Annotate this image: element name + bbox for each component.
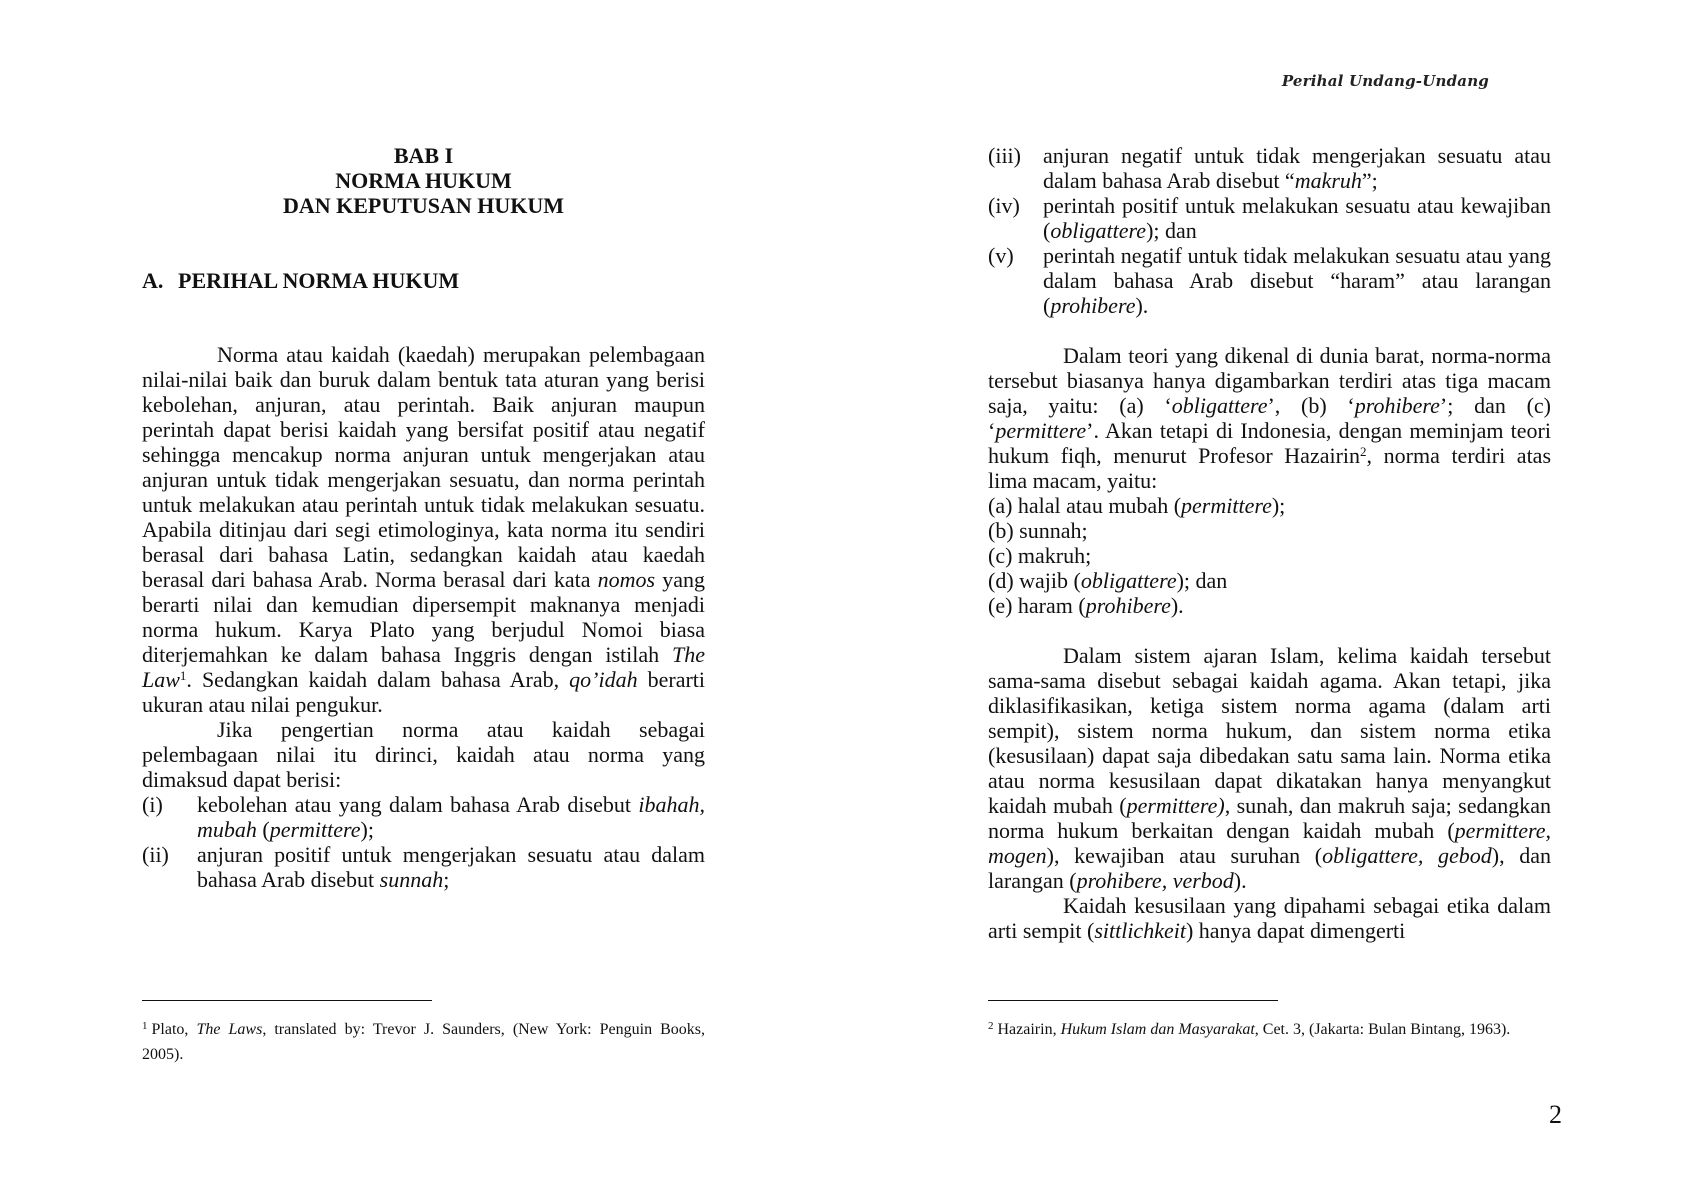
list-text: perintah negatif untuk tidak melakukan sesuatu atau yang dalam bahasa Arab disebut “haram” atau larangan (prohibere). (1043, 243, 1551, 318)
list-item: (b) sunnah; (988, 518, 1088, 543)
page-number: 2 (1549, 1100, 1562, 1129)
chapter-number: BAB I (393, 143, 454, 168)
right-body-text (988, 143, 1551, 943)
norm-content-list (142, 792, 705, 892)
list-item (142, 842, 705, 892)
footnote-reference: 1 (179, 668, 187, 683)
list-marker: (iii) (988, 143, 1021, 168)
list-text: anjuran negatif untuk tidak mengerjakan sesuatu atau dalam bahasa Arab disebut “makruh”; (1043, 143, 1551, 193)
list-item: (c) makruh; (988, 543, 1092, 568)
footnote-reference: 2 (1360, 444, 1367, 459)
list-item (988, 143, 1551, 193)
footnote: $^2$ Hazairin, Hukum Islam dan Masyarakat, Cet. 3, (Jakarta: Bulan Bintang, 1963). (988, 1020, 1511, 1038)
section-title: PERIHAL NORMA HUKUM (178, 268, 460, 293)
list-item: (d) wajib (obligattere); dan (988, 568, 1228, 593)
list-item (988, 243, 1551, 318)
left-body-text (142, 342, 705, 892)
footnote-divider (142, 1000, 432, 1001)
norm-types-list (988, 493, 1551, 618)
list-marker: (v) (988, 243, 1014, 268)
paragraph: Norma atau kaidah (kaedah) merupakan pelembagaan nilai-nilai baik dan buruk dalam bentuk tata aturan yang berisi kebolehan, anjuran, atau perintah. Baik anjuran maupun perintah dapat berisi kaidah yang bersifat positif atau negatif sehingga mencakup norma anjuran untuk mengerjakan atau anjuran untuk tidak mengerjakan sesuatu, dan norma perintah untuk melakukan atau perintah untuk tidak melakukan sesuatu. Apabila ditinjau dari segi etimologinya, kata norma itu sendiri berasal dari bahasa Latin, sedangkan kaidah atau kaedah berasal dari bahasa Arab. Norma berasal dari kata nomos yang berarti nilai dan kemudian dipersempit maknanya menjadi norma hukum. Karya Plato yang berjudul Nomoi biasa diterjemahkan ke dalam bahasa Inggris dengan istilah The Law$^1$. Sedangkan kaidah dalam bahasa Arab, qo’idah berarti ukuran atau nilai pengukur. (142, 342, 706, 717)
paragraph: Dalam teori yang dikenal di dunia barat, norma-norma tersebut biasanya hanya digambarkan terdiri atas tiga macam saja, yaitu: (a) ‘obligattere’, (b) ‘prohibere’; dan (c) ‘permittere’. Akan tetapi di Indonesia, dengan meminjam teori hukum fiqh, menurut Profesor Hazairin$^2$, norma terdiri atas lima macam, yaitu: (988, 343, 1552, 493)
section-number: A. (142, 268, 164, 293)
paragraph: Jika pengertian norma atau kaidah sebagai pelembagaan nilai itu dirinci, kaidah atau norma yang dimaksud dapat berisi: (142, 717, 705, 792)
list-marker: (i) (142, 792, 163, 817)
chapter-title-line-2: DAN KEPUTUSAN HUKUM (282, 193, 565, 218)
list-item (988, 193, 1551, 243)
list-marker: (iv) (988, 193, 1020, 218)
list-text: perintah positif untuk melakukan sesuatu atau kewajiban (obligattere); dan (1043, 193, 1551, 243)
section-heading (142, 268, 459, 294)
footnote-number: 2 (988, 1020, 994, 1032)
list-text: anjuran positif untuk mengerjakan sesuatu atau dalam bahasa Arab disebut sunnah; (197, 842, 705, 892)
footnote-divider (988, 1000, 1278, 1001)
paragraph: Dalam sistem ajaran Islam, kelima kaidah tersebut sama-sama disebut sebagai kaidah agama. Akan tetapi, jika diklasifikasikan, ketiga sistem norma agama (dalam arti sempit), sistem norma hukum, dan sistem norma etika (kesusilaan) dapat saja dibedakan satu sama lain. Norma etika atau norma kesusilaan dapat dikatakan hanya menyangkut kaidah mubah (permittere), sunah, dan makruh saja; sedangkan norma hukum berkaitan dengan kaidah mubah (permittere, mogen), kewajiban atau suruhan (obligattere, gebod), dan larangan (prohibere, verbod). (988, 643, 1551, 893)
list-item: (e) haram (prohibere). (988, 593, 1184, 618)
footnote: $^1$ Plato, The Laws, translated by: Trevor J. Saunders, (New York: Penguin Books, 2005). (142, 1020, 706, 1063)
footnote-number: 1 (142, 1020, 148, 1032)
list-text: kebolehan atau yang dalam bahasa Arab disebut ibahah, mubah (permittere); (197, 792, 705, 842)
running-header: Perihal Undang-Undang (1281, 72, 1489, 90)
norm-content-list-continued (988, 143, 1551, 318)
paragraph: Kaidah kesusilaan yang dipahami sebagai etika dalam arti sempit (sittlichkeit) hanya dapat dimengerti (988, 893, 1551, 943)
right-page (842, 0, 1684, 1191)
list-item (142, 792, 705, 842)
chapter-title-line-1: NORMA HUKUM (335, 168, 512, 193)
list-item: (a) halal atau mubah (permittere); (988, 493, 1286, 518)
list-marker: (ii) (142, 842, 169, 867)
chapter-heading (142, 143, 705, 218)
